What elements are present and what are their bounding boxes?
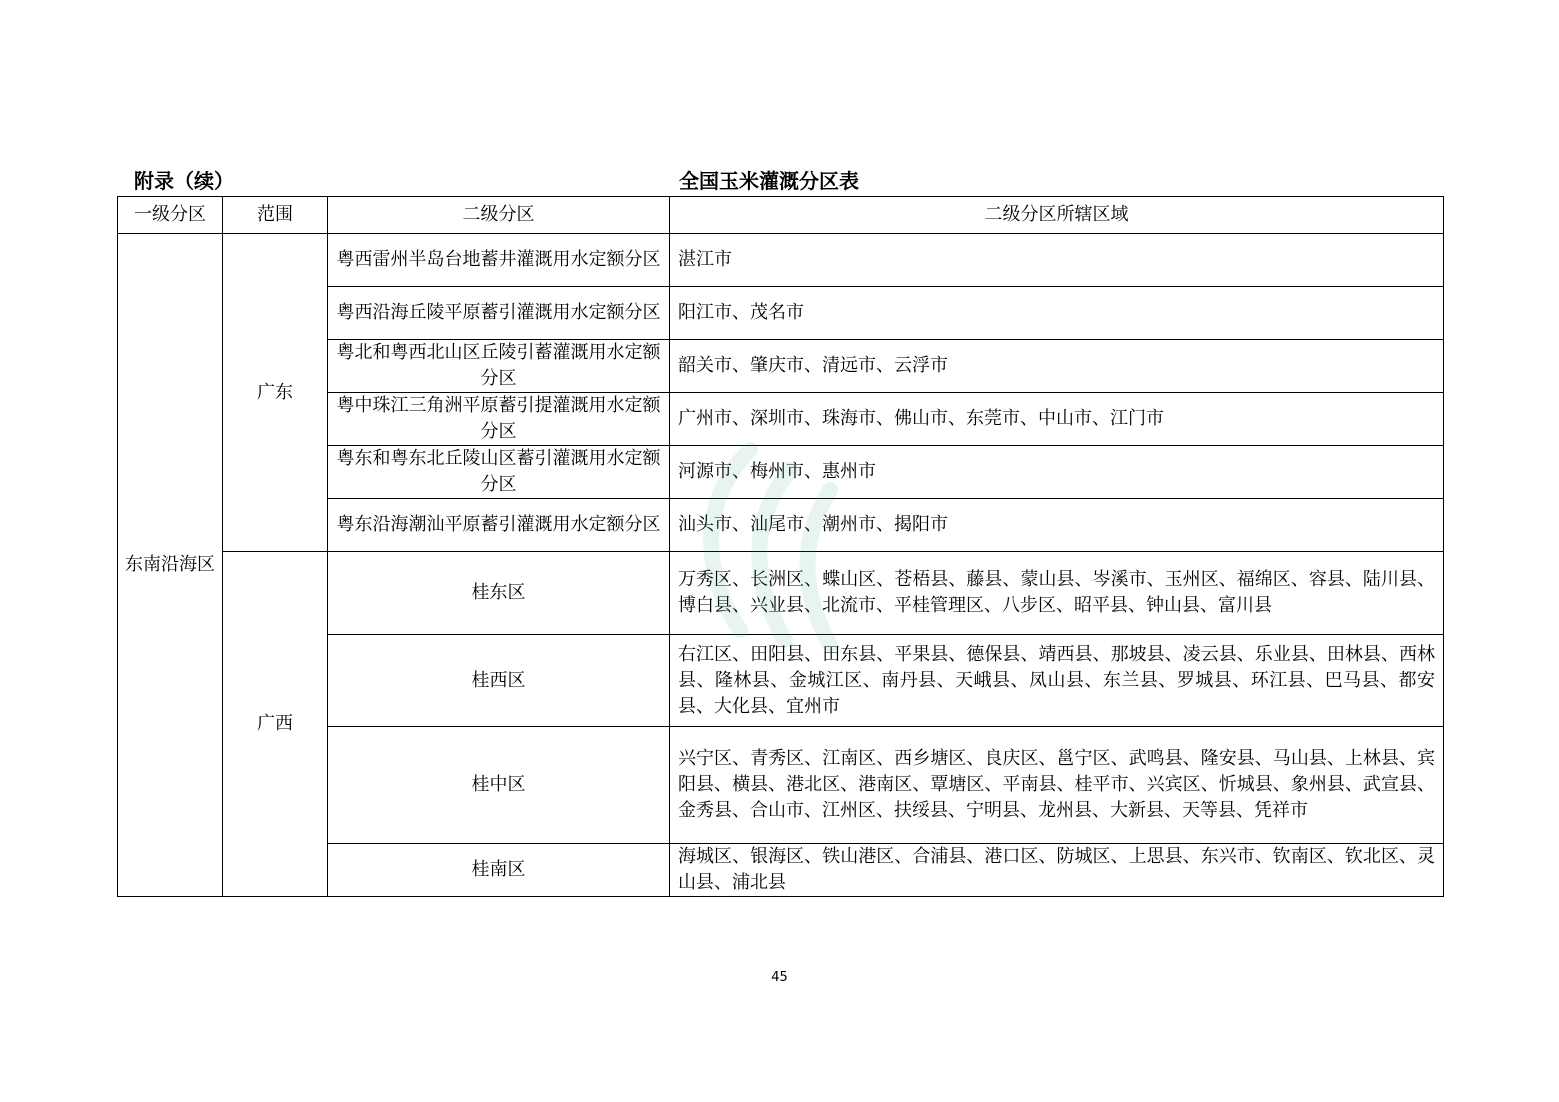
- table-header-row: [118, 197, 1444, 234]
- areas-cell: 河源市、梅州市、惠州市: [670, 446, 1444, 499]
- areas-cell: 万秀区、长洲区、蝶山区、苍梧县、藤县、蒙山县、岑溪市、玉州区、福绵区、容县、陆川县、博白县、兴业县、北流市、平桂管理区、八步区、昭平县、钟山县、富川县: [670, 552, 1444, 635]
- scope-cell-guangxi: 广西: [223, 552, 328, 897]
- table-row: [118, 552, 1444, 635]
- areas-cell: 兴宁区、青秀区、江南区、西乡塘区、良庆区、邕宁区、武鸣县、隆安县、马山县、上林县、宾阳县、横县、港北区、港南区、覃塘区、平南县、桂平市、兴宾区、忻城县、象州县、武宣县、金秀县、合山市、江州区、扶绥县、宁明县、龙州县、大新县、天等县、凭祥市: [670, 727, 1444, 844]
- areas-cell: 韶关市、肇庆市、清远市、云浮市: [670, 340, 1444, 393]
- subzone-cell: 粤北和粤西北山区丘陵引蓄灌溉用水定额分区: [328, 340, 670, 393]
- subzone-cell: 粤中珠江三角洲平原蓄引提灌溉用水定额分区: [328, 393, 670, 446]
- subzone-cell: 桂南区: [328, 844, 670, 897]
- subzone-cell: 粤东沿海潮汕平原蓄引灌溉用水定额分区: [328, 499, 670, 552]
- subzone-cell: 桂西区: [328, 635, 670, 727]
- areas-cell: 海城区、银海区、铁山港区、合浦县、港口区、防城区、上思县、东兴市、钦南区、钦北区、灵山县、浦北县: [670, 844, 1444, 897]
- subzone-cell: 桂中区: [328, 727, 670, 844]
- subzone-cell: 粤西雷州半岛台地蓄井灌溉用水定额分区: [328, 234, 670, 287]
- areas-cell: 汕头市、汕尾市、潮州市、揭阳市: [670, 499, 1444, 552]
- table-row: [118, 234, 1444, 287]
- subzone-cell: 粤西沿海丘陵平原蓄引灌溉用水定额分区: [328, 287, 670, 340]
- page-header: [134, 166, 1443, 196]
- primary-zone-cell: 东南沿海区: [118, 234, 223, 897]
- subzone-cell: 粤东和粤东北丘陵山区蓄引灌溉用水定额分区: [328, 446, 670, 499]
- column-header-scope: 范围: [223, 197, 328, 234]
- areas-cell: 湛江市: [670, 234, 1444, 287]
- irrigation-zone-table: [117, 196, 1444, 897]
- column-header-areas: 二级分区所辖区域: [670, 197, 1444, 234]
- column-header-subzone: 二级分区: [328, 197, 670, 234]
- areas-cell: 阳江市、茂名市: [670, 287, 1444, 340]
- table-title: 全国玉米灌溉分区表: [679, 169, 859, 193]
- areas-cell: 广州市、深圳市、珠海市、佛山市、东莞市、中山市、江门市: [670, 393, 1444, 446]
- scope-cell-guangdong: 广东: [223, 234, 328, 552]
- column-header-primary-zone: 一级分区: [118, 197, 223, 234]
- areas-cell: 右江区、田阳县、田东县、平果县、德保县、靖西县、那坡县、凌云县、乐业县、田林县、西林县、隆林县、金城江区、南丹县、天峨县、凤山县、东兰县、罗城县、环江县、巴马县、都安县、大化县、宜州市: [670, 635, 1444, 727]
- subzone-cell: 桂东区: [328, 552, 670, 635]
- appendix-label: 附录（续）: [134, 169, 234, 193]
- page-number: 45: [771, 970, 788, 985]
